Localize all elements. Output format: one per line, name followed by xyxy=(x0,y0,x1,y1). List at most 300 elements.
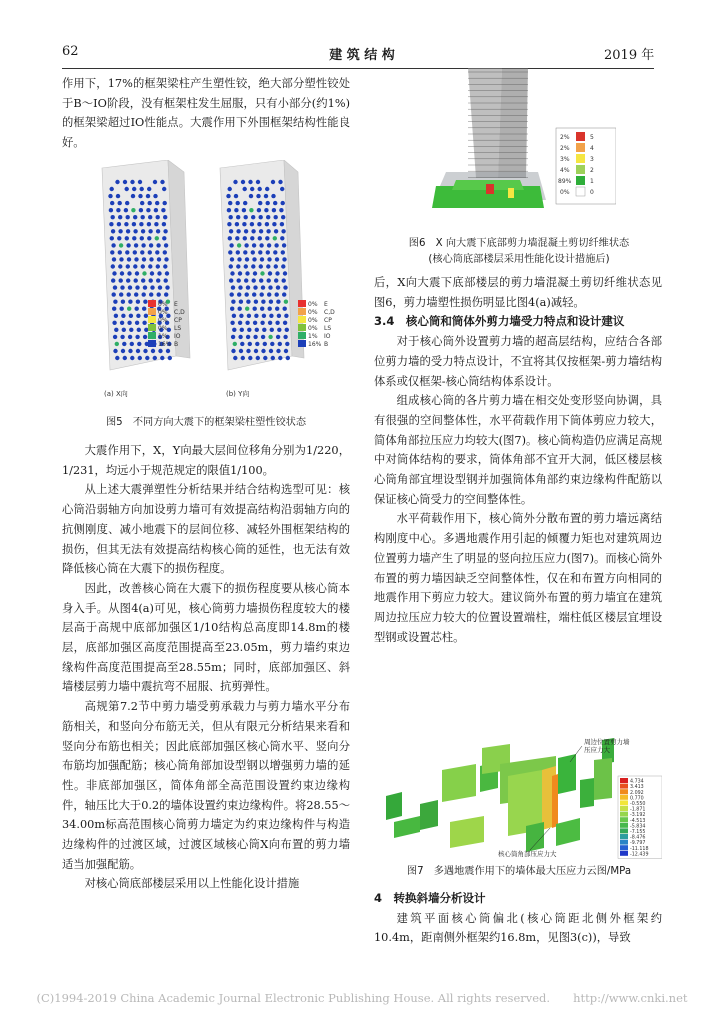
plastic-hinge-dot xyxy=(248,180,252,184)
plastic-hinge-dot xyxy=(135,271,139,275)
plastic-hinge-dot xyxy=(123,356,127,360)
plastic-hinge-dot xyxy=(157,292,161,296)
plastic-hinge-dot xyxy=(253,285,257,289)
journal-year: 2019 年 xyxy=(604,48,655,63)
plastic-hinge-dot xyxy=(238,307,242,311)
legend-pct: 0% xyxy=(158,317,168,324)
plastic-hinge-dot xyxy=(164,292,168,296)
legend-swatch xyxy=(620,834,628,839)
plastic-hinge-dot xyxy=(276,335,280,339)
plastic-hinge-dot xyxy=(126,278,130,282)
plastic-hinge-dot xyxy=(238,321,242,325)
plastic-hinge-dot xyxy=(111,278,115,282)
plastic-hinge-dot xyxy=(125,187,129,191)
plastic-hinge-dot xyxy=(112,321,116,325)
plastic-hinge-dot xyxy=(262,314,266,318)
plastic-hinge-dot xyxy=(283,307,287,311)
plastic-hinge-dot xyxy=(147,236,151,240)
plastic-hinge-dot xyxy=(230,292,234,296)
legend-value: 2.092 xyxy=(630,790,644,796)
plastic-hinge-dot xyxy=(270,342,274,346)
plastic-hinge-dot xyxy=(158,349,162,353)
legend-pct: 0% xyxy=(308,301,318,308)
plastic-hinge-dot xyxy=(163,264,167,268)
plastic-hinge-dot xyxy=(285,342,289,346)
plastic-hinge-dot xyxy=(285,328,289,332)
plastic-hinge-dot xyxy=(247,314,251,318)
plastic-hinge-dot xyxy=(139,208,143,212)
legend-value: -11.118 xyxy=(630,846,649,852)
plastic-hinge-dot xyxy=(282,257,286,261)
plastic-hinge-dot xyxy=(150,271,154,275)
plastic-hinge-dot xyxy=(263,356,267,360)
plastic-hinge-dot xyxy=(130,180,134,184)
plastic-hinge-dot xyxy=(164,243,168,247)
legend-pct: 16% xyxy=(308,341,322,348)
plastic-hinge-dot xyxy=(148,215,152,219)
plastic-hinge-dot xyxy=(271,194,275,198)
plastic-hinge-dot xyxy=(137,342,141,346)
plastic-hinge-dot xyxy=(231,300,235,304)
plastic-hinge-dot xyxy=(142,307,146,311)
plastic-hinge-dot xyxy=(236,229,240,233)
plastic-hinge-dot xyxy=(238,335,242,339)
legend-swatch-ls xyxy=(148,324,156,331)
plastic-hinge-dot xyxy=(229,278,233,282)
plastic-hinge-dot xyxy=(271,356,275,360)
legend-swatch-b xyxy=(298,340,306,347)
plastic-hinge-dot xyxy=(230,321,234,325)
plastic-hinge-dot xyxy=(122,342,126,346)
plastic-hinge-dot xyxy=(243,187,247,191)
legend-value: 0.770 xyxy=(630,796,644,802)
legend-pct: 2% xyxy=(560,134,570,141)
plastic-hinge-dot xyxy=(126,264,130,268)
plastic-hinge-dot xyxy=(237,243,241,247)
plastic-hinge-dot xyxy=(267,257,271,261)
legend-pct: 0% xyxy=(308,309,318,316)
plastic-hinge-dot xyxy=(126,243,130,247)
plastic-hinge-dot xyxy=(278,342,282,346)
plastic-hinge-dot xyxy=(127,257,131,261)
plastic-hinge-dot xyxy=(157,257,161,261)
paragraph: 对于核心筒外设置剪力墙的超高层结构，应结合各部位剪力墙的受力特点设计，不宜将其仅按框架-剪力墙结构体系或仅框架-核心筒结构体系设计。 xyxy=(374,335,662,388)
stress-legend xyxy=(618,776,662,858)
plastic-hinge-dot xyxy=(284,300,288,304)
plastic-hinge-dot xyxy=(242,208,246,212)
plastic-hinge-dot xyxy=(269,349,273,353)
plastic-hinge-dot xyxy=(142,292,146,296)
plastic-hinge-dot xyxy=(276,285,280,289)
plastic-hinge-dot xyxy=(228,201,232,205)
figure-6-legend xyxy=(556,128,616,204)
plastic-hinge-dot xyxy=(142,257,146,261)
damage-yellow-zone xyxy=(508,188,514,198)
plastic-hinge-dot xyxy=(115,356,119,360)
plastic-hinge-dot xyxy=(268,307,272,311)
plastic-hinge-dot xyxy=(250,187,254,191)
plastic-hinge-dot xyxy=(259,264,263,268)
plastic-hinge-dot xyxy=(109,208,113,212)
legend-swatch xyxy=(620,806,628,811)
plastic-hinge-dot xyxy=(160,180,164,184)
plastic-hinge-dot xyxy=(229,243,233,247)
plastic-hinge-dot xyxy=(233,342,237,346)
legend-label: IO xyxy=(324,333,331,340)
plastic-hinge-dot xyxy=(119,278,123,282)
plastic-hinge-dot xyxy=(244,264,248,268)
left-column-body xyxy=(62,441,350,894)
plastic-hinge-dot xyxy=(164,257,168,261)
legend-label: LS xyxy=(174,325,182,332)
plastic-hinge-dot xyxy=(149,278,153,282)
copyright-footer: (C)1994-2019 China Academic Journal Electronic Publishing House. All rights reserved. http://www.cnki.net xyxy=(36,991,688,1005)
legend-value: -9.797 xyxy=(630,841,646,847)
legend-swatch xyxy=(620,845,628,850)
plastic-hinge-dot xyxy=(117,222,121,226)
plastic-hinge-dot xyxy=(260,307,264,311)
plastic-hinge-dot xyxy=(236,250,240,254)
plastic-hinge-dot xyxy=(243,201,247,205)
plastic-hinge-dot xyxy=(232,328,236,332)
legend-value: -4.513 xyxy=(630,818,646,824)
plastic-hinge-dot xyxy=(129,314,133,318)
legend-label: IO xyxy=(174,333,181,340)
plastic-hinge-dot xyxy=(142,321,146,325)
plastic-hinge-dot xyxy=(254,300,258,304)
plastic-hinge-dot xyxy=(160,356,164,360)
legend-pct: 0% xyxy=(308,317,318,324)
plastic-hinge-dot xyxy=(274,264,278,268)
legend-label: E xyxy=(324,301,328,308)
plastic-hinge-dot xyxy=(236,264,240,268)
plastic-hinge-dot xyxy=(245,257,249,261)
plastic-hinge-dot xyxy=(158,285,162,289)
legend-pct: 1% xyxy=(158,333,168,340)
plastic-hinge-dot xyxy=(274,229,278,233)
plastic-hinge-dot xyxy=(143,285,147,289)
plastic-hinge-dot xyxy=(136,314,140,318)
plastic-hinge-dot xyxy=(281,229,285,233)
plastic-hinge-dot xyxy=(259,278,263,282)
figure-7-caption: 图7 多遇地震作用下的墙体最大压应力云图/MPa xyxy=(406,866,632,877)
plastic-hinge-dot xyxy=(261,349,265,353)
plastic-hinge-dot xyxy=(248,342,252,346)
plastic-hinge-dot xyxy=(272,208,276,212)
plastic-hinge-dot xyxy=(124,208,128,212)
plastic-hinge-dot xyxy=(283,271,287,275)
section-heading-3-4: 3.4 核心筒和筒体外剪力墙受力特点和设计建议 xyxy=(374,314,625,329)
plastic-hinge-dot xyxy=(122,328,126,332)
legend-label: 1 xyxy=(590,178,594,185)
figure-6 xyxy=(416,68,616,226)
plastic-hinge-dot xyxy=(258,250,262,254)
plastic-hinge-dot xyxy=(111,243,115,247)
legend-pct: 0% xyxy=(158,325,168,332)
plastic-hinge-dot xyxy=(268,285,272,289)
plastic-hinge-dot xyxy=(251,250,255,254)
legend-swatch-cp xyxy=(298,316,306,323)
plastic-hinge-dot xyxy=(156,215,160,219)
plastic-hinge-dot xyxy=(133,229,137,233)
plastic-hinge-dot xyxy=(155,201,159,205)
plastic-hinge-dot xyxy=(134,243,138,247)
subcaption-a: (a) X向 xyxy=(104,390,128,398)
plastic-hinge-dot xyxy=(128,349,132,353)
plastic-hinge-dot xyxy=(162,236,166,240)
plastic-hinge-dot xyxy=(137,328,141,332)
plastic-hinge-dot xyxy=(274,215,278,219)
plastic-hinge-dot xyxy=(266,201,270,205)
plastic-hinge-dot xyxy=(266,215,270,219)
plastic-hinge-dot xyxy=(252,278,256,282)
plastic-hinge-dot xyxy=(110,250,114,254)
plastic-hinge-dot xyxy=(248,356,252,360)
plastic-hinge-dot xyxy=(129,328,133,332)
plastic-hinge-dot xyxy=(241,356,245,360)
plastic-hinge-dot xyxy=(286,356,290,360)
plastic-hinge-dot xyxy=(261,300,265,304)
paragraph: 水平荷载作用下，核心筒外分散布置的剪力墙远离结构刚度中心。多遇地震作用引起的倾覆力矩也对建筑周边位置剪力墙产生了明显的竖向拉压应力(图7)。而核心筒外布置的剪力墙因缺乏空间整体性，仅在和布置方向相同的地震作用下剪应力较大。建议筒外布置的剪力墙宜在建筑周边拉压应力较大的位置设置端柱，端柱低区楼层宜埋设型钢或设置芯柱。 xyxy=(374,512,662,644)
plastic-hinge-dot xyxy=(130,356,134,360)
legend-label: LS xyxy=(324,325,332,332)
legend-pct: 0% xyxy=(158,301,168,308)
annotation-compression-large: 压应力大 xyxy=(584,746,610,754)
legend-value: -1.871 xyxy=(630,807,646,813)
plastic-hinge-dot xyxy=(163,201,167,205)
plastic-hinge-dot xyxy=(125,201,129,205)
plastic-hinge-dot xyxy=(153,180,157,184)
plastic-hinge-dot xyxy=(251,215,255,219)
plastic-hinge-dot xyxy=(262,328,266,332)
plastic-hinge-dot xyxy=(282,292,286,296)
legend-label: 5 xyxy=(590,134,594,141)
plastic-hinge-dot xyxy=(240,342,244,346)
plastic-hinge-dot xyxy=(134,278,138,282)
plastic-hinge-dot xyxy=(268,271,272,275)
plastic-hinge-dot xyxy=(141,278,145,282)
plastic-hinge-dot xyxy=(228,236,232,240)
plastic-hinge-dot xyxy=(113,335,117,339)
plastic-hinge-dot xyxy=(116,208,120,212)
section-heading-4: 4 转换斜墙分析设计 xyxy=(374,891,486,905)
plastic-hinge-dot xyxy=(135,335,139,339)
plastic-hinge-dot xyxy=(280,222,284,226)
plastic-hinge-dot xyxy=(156,278,160,282)
plastic-hinge-dot xyxy=(135,307,139,311)
plastic-hinge-dot xyxy=(245,321,249,325)
paragraph: 作用下，17%的框架梁柱产生塑性铰，绝大部分塑性铰处于B～IO阶段，没有框架柱发生屈服，只有小部分(约1%)的框架梁超过IO性能点。大震作用下外围框架结构性能良好。 xyxy=(62,77,350,150)
plastic-hinge-dot xyxy=(254,349,258,353)
plastic-hinge-dot xyxy=(114,314,118,318)
plastic-hinge-dot xyxy=(247,328,251,332)
legend-label: 0 xyxy=(590,189,594,196)
plastic-hinge-dot xyxy=(263,342,267,346)
plastic-hinge-dot xyxy=(131,208,135,212)
plastic-hinge-dot xyxy=(269,300,273,304)
plastic-hinge-dot xyxy=(259,229,263,233)
plastic-hinge-dot xyxy=(127,271,131,275)
legend-swatch-ls xyxy=(298,324,306,331)
plastic-hinge-dot xyxy=(256,194,260,198)
plastic-hinge-dot xyxy=(281,201,285,205)
figure-6-caption-line2: (核心筒底部楼层采用性能化设计措施后) xyxy=(428,254,610,265)
plastic-hinge-dot xyxy=(231,349,235,353)
plastic-hinge-dot xyxy=(280,236,284,240)
plastic-hinge-dot xyxy=(253,271,257,275)
legend-swatch xyxy=(620,784,628,789)
plastic-hinge-dot xyxy=(241,180,245,184)
plastic-hinge-dot xyxy=(112,257,116,261)
plastic-hinge-dot xyxy=(229,215,233,219)
plastic-hinge-dot xyxy=(235,222,239,226)
plastic-hinge-dot xyxy=(119,292,123,296)
legend-swatch xyxy=(620,778,628,783)
plastic-hinge-dot xyxy=(142,271,146,275)
plastic-hinge-dot xyxy=(266,229,270,233)
plastic-hinge-dot xyxy=(109,222,113,226)
plastic-hinge-dot xyxy=(127,321,131,325)
annotation-perimeter-walls: 周边位置剪力墙 xyxy=(584,738,630,746)
plastic-hinge-dot xyxy=(118,229,122,233)
plastic-hinge-dot xyxy=(230,257,234,261)
right-column-body xyxy=(374,273,662,647)
plastic-hinge-dot xyxy=(260,271,264,275)
plastic-hinge-dot xyxy=(234,194,238,198)
plastic-hinge-dot xyxy=(126,215,130,219)
legend-pct: 2% xyxy=(560,145,570,152)
legend-label: CP xyxy=(324,317,332,324)
wall-stress-contour xyxy=(386,738,614,852)
plastic-hinge-dot xyxy=(111,215,115,219)
plastic-hinge-dot xyxy=(274,278,278,282)
legend-pct: 16% xyxy=(158,341,172,348)
plastic-hinge-dot xyxy=(275,321,279,325)
plastic-hinge-dot xyxy=(156,229,160,233)
legend-swatch-io xyxy=(298,332,306,339)
plastic-hinge-dot xyxy=(156,264,160,268)
plastic-hinge-dot xyxy=(133,250,137,254)
plastic-hinge-dot xyxy=(132,236,136,240)
plastic-hinge-dot xyxy=(147,222,151,226)
plastic-hinge-dot xyxy=(237,292,241,296)
plastic-hinge-dot xyxy=(133,264,137,268)
plastic-hinge-dot xyxy=(140,187,144,191)
plastic-hinge-dot xyxy=(162,222,166,226)
plastic-hinge-dot xyxy=(168,356,172,360)
legend-value: -7.155 xyxy=(630,830,646,835)
plastic-hinge-dot xyxy=(145,356,149,360)
plastic-hinge-dot xyxy=(265,236,269,240)
plastic-hinge-dot xyxy=(138,356,142,360)
legend-swatch-io xyxy=(148,332,156,339)
plastic-hinge-dot xyxy=(266,250,270,254)
plastic-hinge-dot xyxy=(237,278,241,282)
plastic-hinge-dot xyxy=(267,243,271,247)
plastic-hinge-dot xyxy=(128,300,132,304)
plastic-hinge-dot xyxy=(232,314,236,318)
legend-swatch-cd xyxy=(148,308,156,315)
paragraph: 从上述大震弹塑性分析结果并结合结构选型可见：核心筒沿弱轴方向加设剪力墙可有效提高结构沿弱轴方向的抗侧刚度、减小地震下的层间位移、减轻外围框架结构的损伤，但其无法有效提高结构核心筒的延性，也无法有效降低核心筒在大震下的损伤程度。 xyxy=(62,483,350,576)
legend-label: E xyxy=(174,301,178,308)
plastic-hinge-dot xyxy=(277,314,281,318)
legend-pct: 3% xyxy=(560,156,570,163)
plastic-hinge-dot xyxy=(140,201,144,205)
figure-5-caption: 图5 不同方向大震下的框架梁柱塑性铰状态 xyxy=(105,417,307,428)
plastic-hinge-dot xyxy=(120,307,124,311)
legend-label: C,D xyxy=(324,309,335,316)
figure-6-caption-line1: 图6 X 向大震下底部剪力墙混凝土剪切纤维状态 xyxy=(408,238,630,249)
plastic-hinge-dot xyxy=(274,243,278,247)
plastic-hinge-dot xyxy=(128,285,132,289)
plastic-hinge-dot xyxy=(120,271,124,275)
plastic-hinge-dot xyxy=(118,215,122,219)
plastic-hinge-dot xyxy=(276,300,280,304)
plastic-hinge-dot xyxy=(141,229,145,233)
plastic-hinge-dot xyxy=(113,349,117,353)
plastic-hinge-dot xyxy=(250,236,254,240)
plastic-hinge-dot xyxy=(133,215,137,219)
plastic-hinge-dot xyxy=(246,300,250,304)
plastic-hinge-dot xyxy=(239,349,243,353)
tower-y-direction xyxy=(220,160,304,370)
plastic-hinge-dot xyxy=(136,300,140,304)
plastic-hinge-dot xyxy=(244,243,248,247)
plastic-hinge-dot xyxy=(261,335,265,339)
plastic-hinge-dot xyxy=(119,243,123,247)
plastic-hinge-dot xyxy=(271,180,275,184)
plastic-hinge-dot xyxy=(166,349,170,353)
legend-label: 4 xyxy=(590,145,594,152)
plastic-hinge-dot xyxy=(110,236,114,240)
plastic-hinge-dot xyxy=(253,335,257,339)
plastic-hinge-dot xyxy=(119,257,123,261)
plastic-hinge-dot xyxy=(235,236,239,240)
legend-swatch xyxy=(620,795,628,800)
plastic-hinge-dot xyxy=(120,335,124,339)
plastic-hinge-dot xyxy=(148,250,152,254)
plastic-hinge-dot xyxy=(151,349,155,353)
plastic-hinge-dot xyxy=(111,229,115,233)
plastic-hinge-dot xyxy=(117,236,121,240)
legend-pct: 89% xyxy=(558,178,572,185)
legend-value: 4.734 xyxy=(630,779,644,785)
plastic-hinge-dot xyxy=(140,250,144,254)
plastic-hinge-dot xyxy=(282,278,286,282)
plastic-hinge-dot xyxy=(252,243,256,247)
plastic-hinge-dot xyxy=(127,307,131,311)
figure-7 xyxy=(380,736,662,860)
plastic-hinge-dot xyxy=(148,264,152,268)
legend-swatch xyxy=(620,812,628,817)
legend-pct: 1% xyxy=(308,333,318,340)
plastic-hinge-dot xyxy=(284,314,288,318)
plastic-hinge-dot xyxy=(120,285,124,289)
plastic-hinge-dot xyxy=(121,300,125,304)
paragraph: 组成核心筒的各片剪力墙在相交处变形竖向协调，具有很强的空间整体性，水平荷载作用下筒体剪应力较大，简体角部拉压应力均较大(图7)。核心筒构造仍应满足高规中对筒体结构的要求，筒体角部不宜开大洞，低区楼层核心筒角部宜埋设型钢并加强筒体角部约束边缘构件配筋以保证核心筒受力的空间整体性。 xyxy=(374,394,662,506)
plastic-hinge-dot xyxy=(277,328,281,332)
journal-title: 建 筑 结 构 xyxy=(329,48,395,63)
plastic-hinge-dot xyxy=(246,335,250,339)
plastic-hinge-dot xyxy=(284,349,288,353)
plastic-hinge-dot xyxy=(120,321,124,325)
plastic-hinge-dot xyxy=(118,201,122,205)
plastic-hinge-dot xyxy=(233,356,237,360)
plastic-hinge-dot xyxy=(278,356,282,360)
plastic-hinge-dot xyxy=(231,285,235,289)
plastic-hinge-dot xyxy=(242,222,246,226)
plastic-hinge-dot xyxy=(115,342,119,346)
